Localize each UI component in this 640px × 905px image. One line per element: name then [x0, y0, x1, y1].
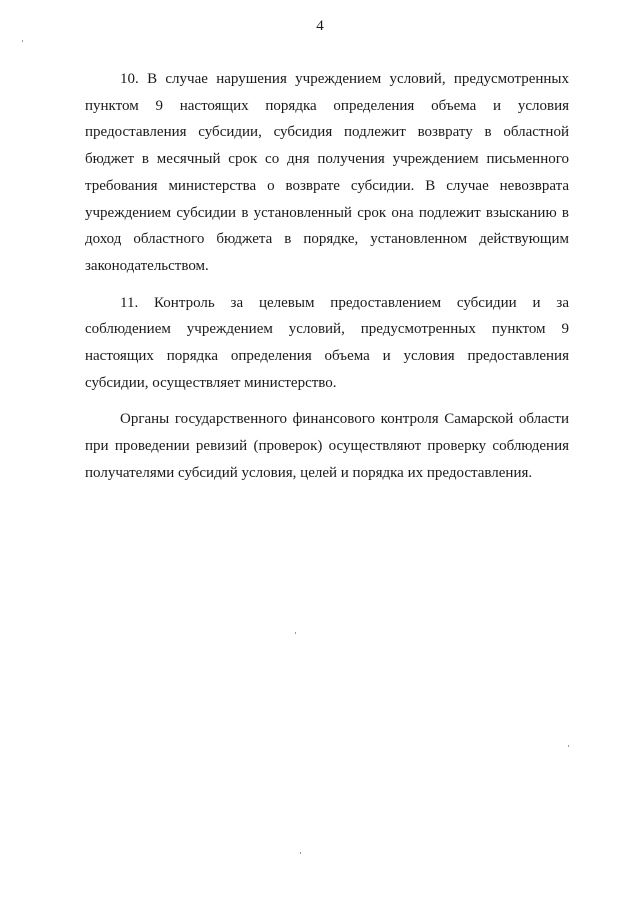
scan-speck — [300, 852, 301, 854]
document-body — [85, 66, 569, 497]
paragraph-10: 10. В случае нарушения учреждением условий, предусмотренных пунктом 9 настоящих порядка определения объема и условия предоставления субсидии, субсидия подлежит возврату в областной бюджет в месячный срок со дня получения учреждением письменного требования министерства о возврате субсидии. В случае невозврата учреждением субсидии в установленный срок она подлежит взысканию в доход областного бюджета в порядке, установленном действующим законодательством. — [85, 71, 569, 274]
paragraph-11: 11. Контроль за целевым предоставлением субсидии и за соблюдением учреждением условий, предусмотренных пунктом 9 настоящих порядка определения объема и условия предоставления субсидии, осуществляет министерство. — [85, 294, 569, 391]
paragraph-control-bodies: Органы государственного финансового контроля Самарской области при проведении ревизий (проверок) осуществляют проверку соблюдения получателями субсидий условия, целей и порядка их предоставления. — [85, 411, 569, 481]
scan-speck — [568, 745, 569, 747]
page-number: 4 — [316, 18, 324, 34]
scan-speck — [22, 40, 23, 42]
scan-speck — [295, 632, 296, 634]
